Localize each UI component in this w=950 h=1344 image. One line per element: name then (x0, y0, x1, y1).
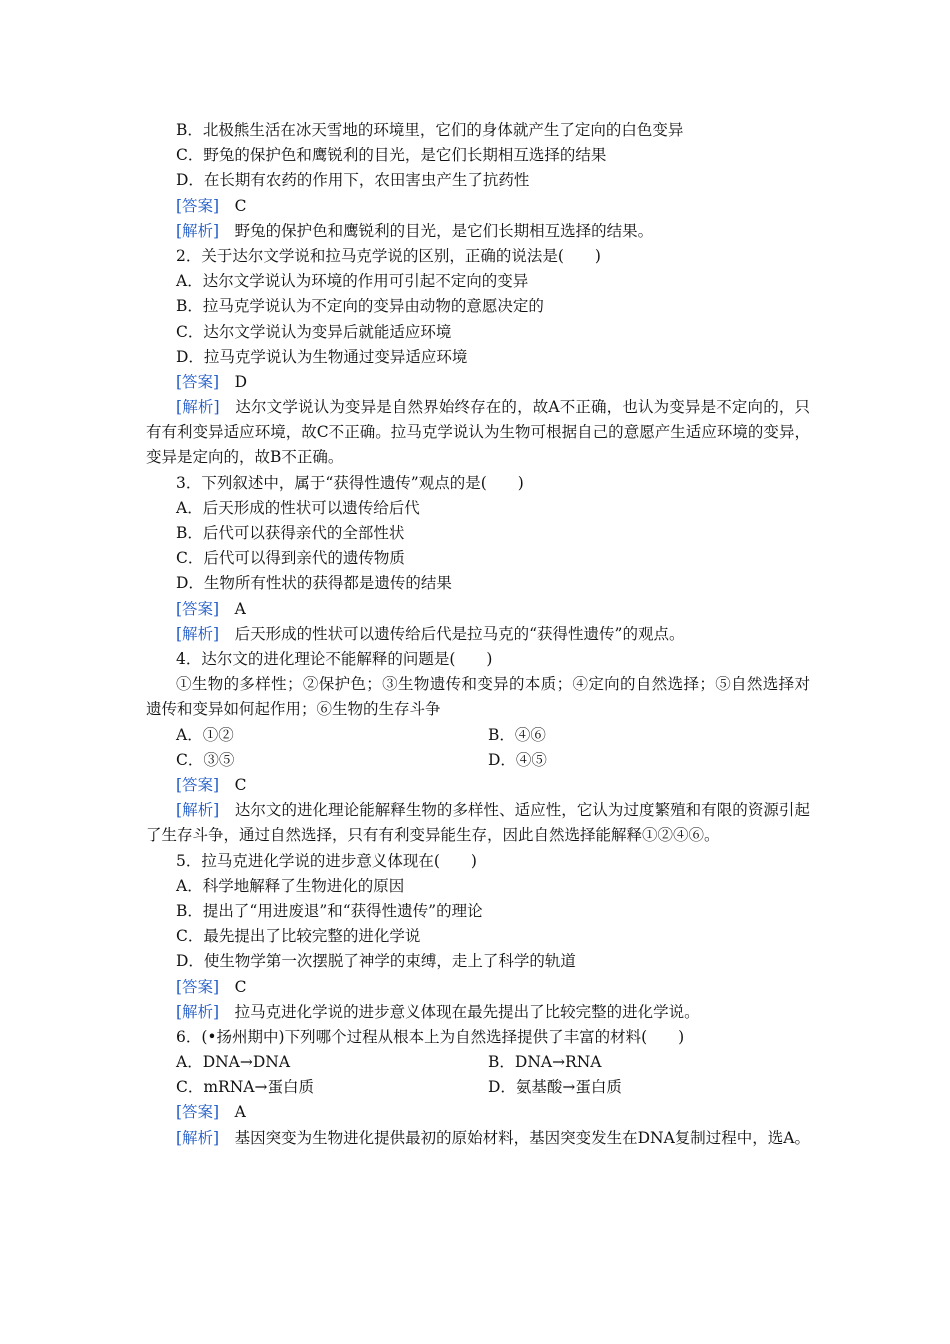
q6-option-a: A．DNA→DNA (176, 1053, 291, 1072)
q5-answer (146, 975, 810, 1000)
q1-option-b: B．北极熊生活在冰天雪地的环境里，它们的身体就产生了定向的白色变异 (176, 121, 684, 139)
analysis-text: 达尔文的进化理论能解释生物的多样性、适应性，它认为过度繁殖和有限的资源引起了生存斗争，通过自然选择，只有有利变异能生存，因此自然选择能解释①②④⑥。 (146, 801, 810, 845)
q3-analysis (146, 622, 810, 647)
answer-value: C (219, 775, 247, 794)
analysis-tag: [解析] (176, 221, 220, 240)
analysis-text: 达尔文学说认为变异是自然界始终存在的，故A不正确，也认为变异是不定向的，只有有利变异适应环境，故C不正确。拉马克学说认为生物可根据自己的意愿产生适应环境的变异，变异是定向的，故B不正确。 (146, 398, 810, 467)
answer-tag: [答案] (176, 372, 220, 391)
analysis-tag: [解析] (176, 1128, 220, 1147)
q2-stem: 2．关于达尔文学说和拉马克学说的区别，正确的说法是( ) (176, 246, 601, 265)
analysis-text: 野兔的保护色和鹰锐利的目光，是它们长期相互选择的结果。 (219, 221, 654, 240)
q3-option-d: D．生物所有性状的获得都是遗传的结果 (176, 574, 452, 593)
q4-options-row-2 (146, 748, 810, 773)
answer-value: A (219, 1103, 246, 1122)
analysis-tag: [解析] (176, 801, 220, 820)
q5-option-b: B．提出了“用进废退”和“获得性遗传”的理论 (176, 901, 483, 920)
q5-option-d: D．使生物学第一次摆脱了神学的束缚，走上了科学的轨道 (176, 952, 576, 971)
answer-value: A (219, 599, 246, 618)
answer-tag: [答案] (176, 775, 220, 794)
q1-analysis (146, 219, 810, 244)
q2-answer (146, 370, 810, 395)
answer-tag: [答案] (176, 1103, 220, 1122)
q5-analysis (146, 1000, 810, 1025)
q4-items: ①生物的多样性；②保护色；③生物遗传和变异的本质；④定向的自然选择；⑤自然选择对遗传和变异如何起作用；⑥生物的生存斗争 (146, 675, 810, 719)
analysis-text: 基因突变为生物进化提供最初的原始材料，基因突变发生在DNA复制过程中，选A。 (219, 1128, 810, 1147)
analysis-tag: [解析] (176, 624, 220, 643)
q4-option-c: C．③⑤ (176, 750, 235, 769)
q6-stem: 6．(•扬州期中)下列哪个过程从根本上为自然选择提供了丰富的材料( ) (176, 1027, 685, 1046)
q5-option-a: A．科学地解释了生物进化的原因 (176, 876, 405, 895)
q1-option-c: C．野兔的保护色和鹰锐利的目光，是它们长期相互选择的结果 (176, 146, 607, 165)
q4-options-row-1 (146, 723, 810, 748)
q4-stem: 4．达尔文的进化理论不能解释的问题是( ) (176, 650, 493, 669)
q6-options-row-2 (146, 1075, 810, 1100)
answer-tag: [答案] (176, 977, 220, 996)
q2-option-a: A．达尔文学说认为环境的作用可引起不定向的变异 (176, 272, 529, 291)
q4-option-a: A．①② (176, 725, 234, 744)
analysis-text: 后天形成的性状可以遗传给后代是拉马克的“获得性遗传”的观点。 (219, 624, 685, 643)
q1-answer (146, 194, 810, 219)
answer-value: C (219, 196, 247, 215)
answer-value: C (219, 977, 247, 996)
q2-option-c: C．达尔文学说认为变异后就能适应环境 (176, 322, 452, 341)
q3-answer (146, 597, 810, 622)
q3-option-c: C．后代可以得到亲代的遗传物质 (176, 549, 405, 568)
answer-tag: [答案] (176, 196, 220, 215)
analysis-text: 拉马克进化学说的进步意义体现在最先提出了比较完整的进化学说。 (219, 1002, 700, 1021)
q2-option-d: D．拉马克学说认为生物通过变异适应环境 (176, 347, 468, 366)
q6-option-c: C．mRNA→蛋白质 (176, 1078, 314, 1097)
analysis-tag: [解析] (176, 398, 220, 417)
document-content (146, 118, 810, 1151)
q3-option-a: A．后天形成的性状可以遗传给后代 (176, 498, 420, 517)
q3-stem: 3．下列叙述中，属于“获得性遗传”观点的是( ) (176, 473, 524, 492)
q4-answer (146, 773, 810, 798)
q6-option-b: B．DNA→RNA (488, 1053, 602, 1072)
q3-option-b: B．后代可以获得亲代的全部性状 (176, 524, 405, 543)
q1-option-d: D．在长期有农药的作用下，农田害虫产生了抗药性 (176, 171, 530, 190)
q2-analysis (146, 395, 810, 471)
answer-value: D (219, 372, 248, 391)
q2-option-b: B．拉马克学说认为不定向的变异由动物的意愿决定的 (176, 297, 544, 316)
q6-analysis (146, 1126, 810, 1151)
q6-options-row-1 (146, 1050, 810, 1075)
q5-stem: 5．拉马克进化学说的进步意义体现在( ) (176, 851, 477, 870)
q4-analysis (146, 798, 810, 848)
q5-option-c: C．最先提出了比较完整的进化学说 (176, 927, 421, 946)
q4-option-b: B．④⑥ (488, 725, 546, 744)
answer-tag: [答案] (176, 599, 220, 618)
analysis-tag: [解析] (176, 1002, 220, 1021)
q6-option-d: D．氨基酸→蛋白质 (488, 1078, 622, 1097)
q6-answer (146, 1100, 810, 1125)
q4-option-d: D．④⑤ (488, 750, 547, 769)
